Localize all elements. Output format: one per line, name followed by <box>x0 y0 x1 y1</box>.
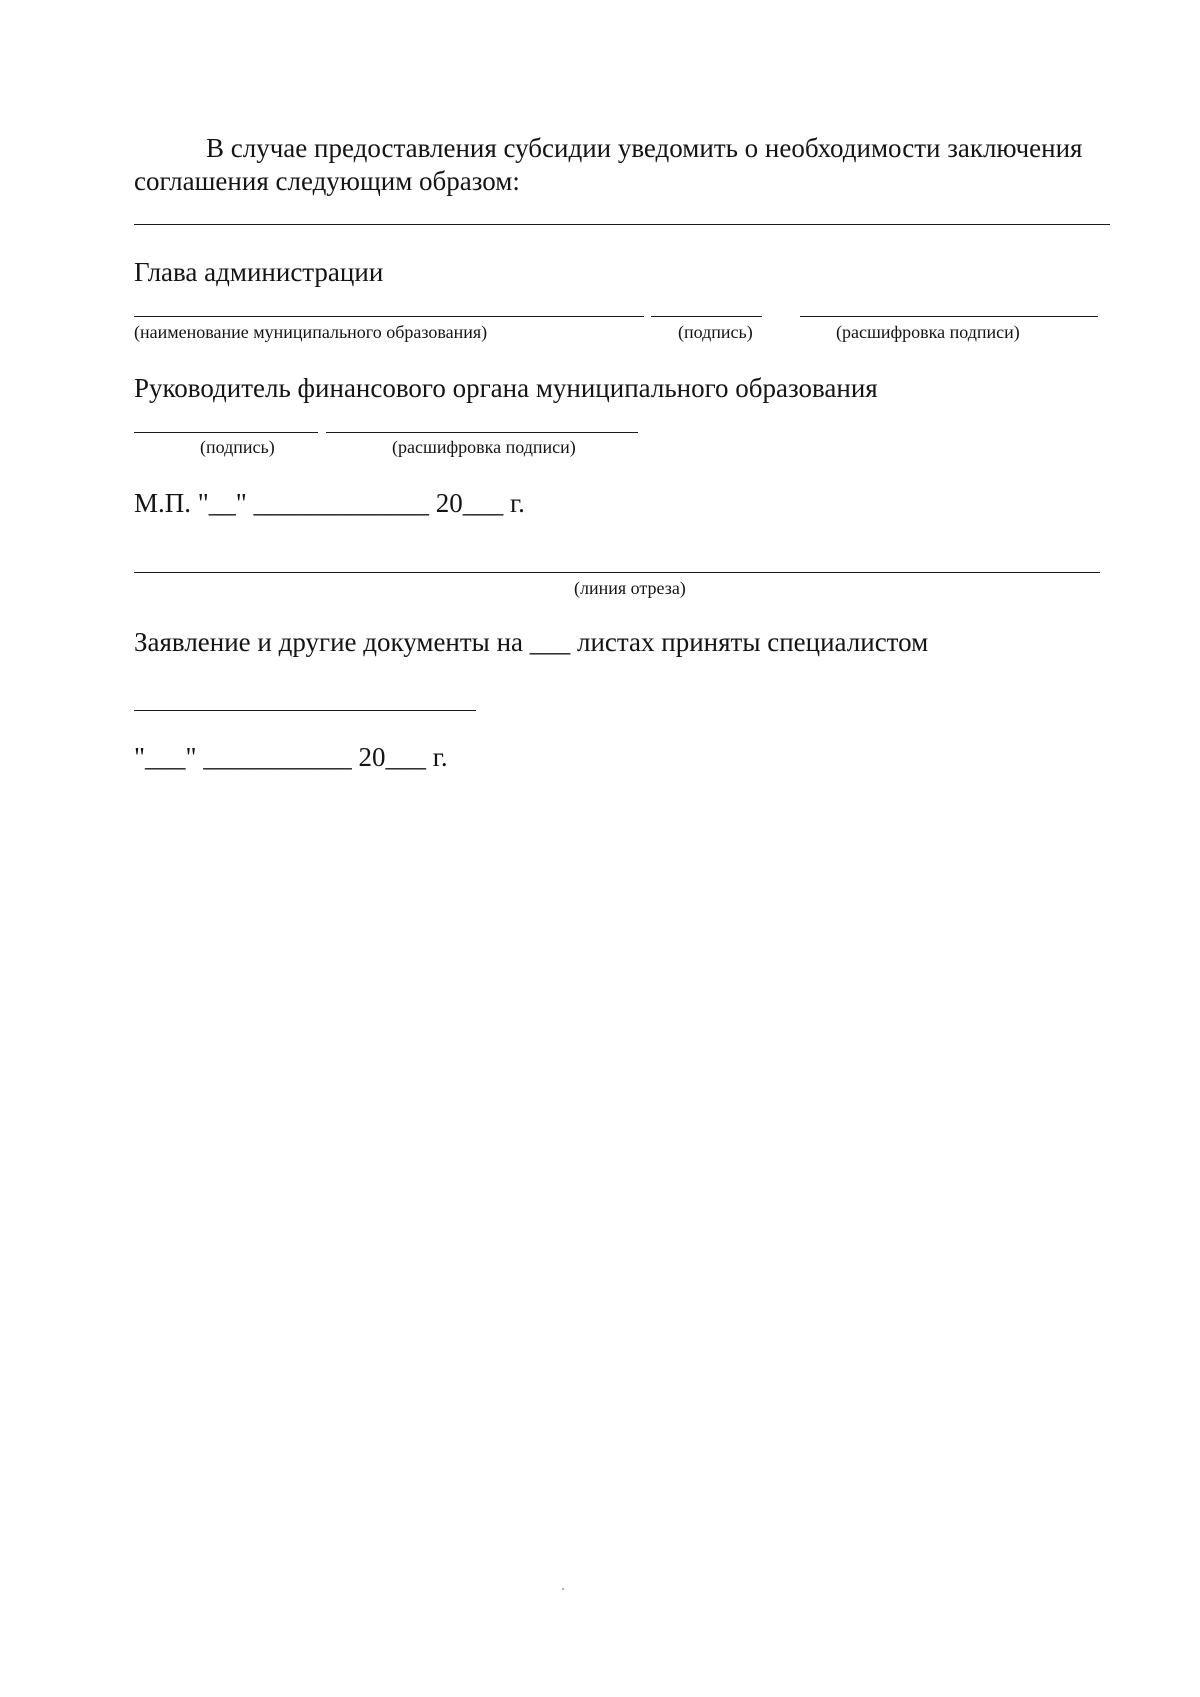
finance-decoding-line <box>326 432 638 433</box>
caption-finance-decoding: (расшифровка подписи) <box>392 437 576 457</box>
cut-line-caption: (линия отреза) <box>574 578 686 598</box>
head-signature-line <box>651 316 762 317</box>
notice-answer-line <box>134 224 1110 225</box>
caption-finance-signature: (подпись) <box>200 437 275 457</box>
receipt-statement: Заявление и другие документы на ___ листах приняты специалистом <box>134 627 929 657</box>
finance-title: Руководитель финансового органа муниципального образования <box>134 373 878 403</box>
specialist-name-line <box>134 710 476 711</box>
scan-dot <box>562 1588 564 1590</box>
caption-head-decoding: (расшифровка подписи) <box>836 322 1020 342</box>
head-title: Глава администрации <box>134 257 384 287</box>
municipality-name-line <box>134 316 644 317</box>
receipt-date: "___" ___________ 20___ г. <box>134 742 448 772</box>
caption-municipality-name: (наименование муниципального образования) <box>134 322 488 342</box>
notice-line-1: В случае предоставления субсидии уведомить о необходимости заключения <box>206 133 1083 163</box>
caption-head-signature: (подпись) <box>678 322 753 342</box>
cut-line <box>134 572 1100 573</box>
finance-signature-line <box>134 432 318 433</box>
notice-line-2: соглашения следующим образом: <box>134 166 520 196</box>
head-decoding-line <box>800 316 1098 317</box>
stamp-date: М.П. "__" _____________ 20___ г. <box>134 488 525 518</box>
